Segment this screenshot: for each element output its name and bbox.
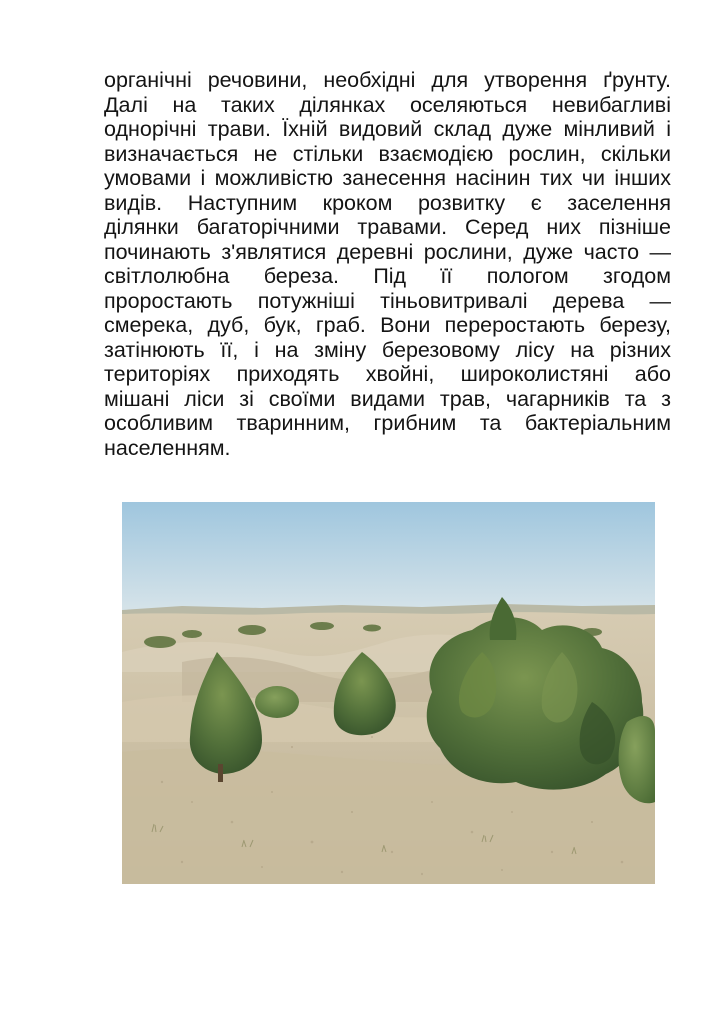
paragraph-line: визначається не стільки взаємодією рослин, скільки [104,141,671,166]
paragraph-line: видів. Наступним кроком розвитку є заселення [104,190,671,215]
paragraph-line: проростають потужніші тіньовитривалі дерева — [104,288,671,313]
body-paragraph [104,68,671,460]
paragraph-line: затінюють її, і на зміну березовому лісу на різних [104,337,671,362]
paragraph-line: ділянки багаторічними травами. Серед них пізніше [104,215,671,239]
paragraph-line: смерека, дуб, бук, граб. Вони переростають березу, [104,313,671,337]
paragraph-line: світлолюбна береза. Під її пологом згодом [104,264,671,288]
paragraph-line: особливим тваринним, грибним та бактеріальним [104,411,671,435]
paragraph-line: територіях приходять хвойні, широколистяні або [104,362,671,386]
dune-landscape-illustration [122,502,655,884]
paragraph-line: Далі на таких ділянках оселяються невибагливі [104,92,671,117]
paragraph-line: населенням. [104,435,231,460]
paragraph-line: однорічні трави. Їхній видовий склад дуже мінливий і [104,117,671,141]
paragraph-line: починають з'являтися деревні рослини, дуже часто — [104,239,671,264]
paragraph-line: мішані ліси зі своїми видами трав, чагарників та з [104,386,671,411]
shrub [255,686,299,718]
sky [122,502,655,622]
dune-landscape-photo [122,502,655,884]
paragraph-line: органічні речовини, необхідні для утворення ґрунту. [104,68,671,92]
paragraph-line: умовами і можливістю занесення насінин тих чи інших [104,166,671,190]
